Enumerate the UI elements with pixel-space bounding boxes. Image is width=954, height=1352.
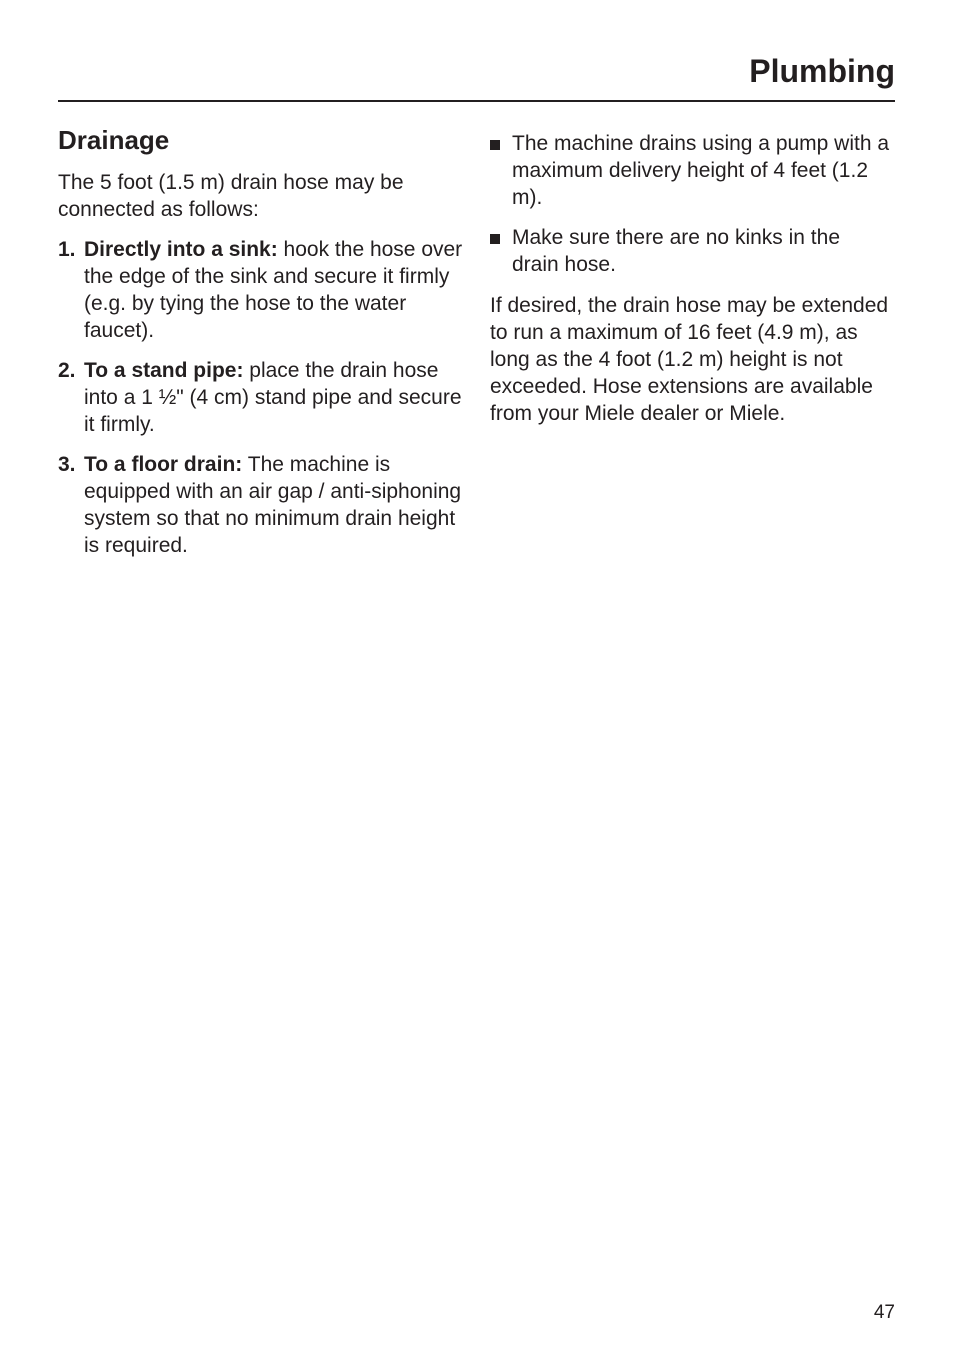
step-text: hook the hose over the edge of the sink and secure it firmly (e.g. by tying the hose to the water faucet). xyxy=(84,238,463,342)
hose-extension-note: If desired, the drain hose may be extended to run a maximum of 16 feet (4.9 m), as long as the 4 foot (1.2 m) height is not exceeded. Hose extensions are available from your Miele dealer or Miele. xyxy=(490,294,889,425)
step-item-sink xyxy=(58,236,463,344)
bullet-item-pump xyxy=(490,130,890,211)
step-lead: To a stand pipe: xyxy=(84,359,244,382)
step-lead: To a floor drain: xyxy=(84,453,243,476)
bullet-text: Make sure there are no kinks in the drain hose. xyxy=(512,226,841,276)
step-text: place the drain hose into a 1 ½" (4 cm) stand pipe and secure it firmly. xyxy=(84,359,462,436)
step-text: The machine is equipped with an air gap / anti-siphoning system so that no minimum drain height is required. xyxy=(84,453,462,557)
section-heading-drainage: Drainage xyxy=(58,125,170,155)
notes-bullet-list xyxy=(490,130,890,278)
bullet-item-kinks xyxy=(490,224,890,278)
drainage-intro: The 5 foot (1.5 m) drain hose may be connected as follows: xyxy=(58,171,404,221)
square-bullet-icon xyxy=(490,140,500,150)
step-number: 2. xyxy=(58,359,76,382)
right-column xyxy=(490,130,890,427)
square-bullet-icon xyxy=(490,234,500,244)
page-number: 47 xyxy=(873,1302,895,1323)
step-item-floor-drain xyxy=(58,451,463,559)
step-item-stand-pipe xyxy=(58,357,463,438)
bullet-text: The machine drains using a pump with a maximum delivery height of 4 feet (1.2 m). xyxy=(512,132,890,209)
step-lead: Directly into a sink: xyxy=(84,238,278,261)
step-number: 3. xyxy=(58,453,76,476)
left-column xyxy=(58,122,463,572)
step-number: 1. xyxy=(58,238,76,261)
page-title: Plumbing xyxy=(749,53,895,89)
drainage-steps-list xyxy=(58,236,463,559)
header-divider xyxy=(58,100,895,102)
